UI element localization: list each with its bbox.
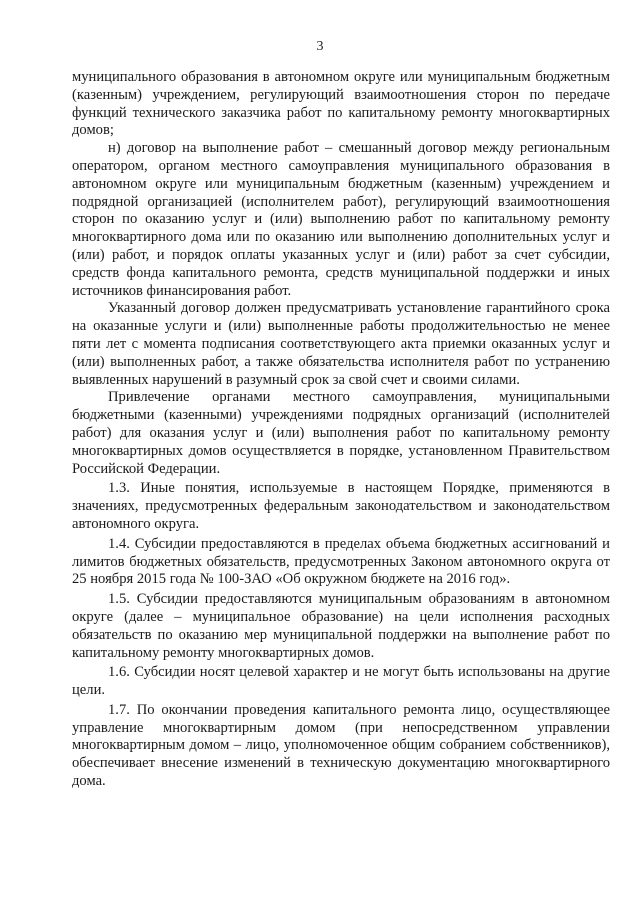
paragraph-continuation: муниципального образования в автономном округе или муниципальным бюджетным (казенным) учреждением, регулирующий взаимоотношения сторон по передаче функций технического заказчика работ по капитальному ремонту многоквартирных домов; [72, 69, 610, 139]
paragraph-contractors: Привлечение органами местного самоуправления, муниципальными бюджетными (казенными) учреждениями подрядных организаций (исполнителей работ) для оказания услуг и (или) выполнения работ по капитальному ремонту многоквартирных домов осуществляется в порядке, установленном Правительством Российской Федерации. [72, 389, 610, 477]
paragraph-1-3: 1.3. Иные понятия, используемые в настоящем Порядке, применяются в значениях, предусмотренных федеральным законодательством и законодательством автономного округа. [72, 480, 610, 532]
paragraph-1-4: 1.4. Субсидии предоставляются в пределах объема бюджетных ассигнований и лимитов бюджетных обязательств, предусмотренных Законом автономного округа от 25 ноября 2015 года № 100-ЗАО «Об окружном бюджете на 2016 год». [72, 535, 610, 588]
paragraph-1-6: 1.6. Субсидии носят целевой характер и не могут быть использованы на другие цели. [72, 664, 610, 699]
paragraph-item-n: н) договор на выполнение работ – смешанный договор между региональным оператором, органом местного самоуправления муниципального образования в автономном округе или муниципальным бюджетным (казенным) учреждением и подрядной организацией (исполнителем работ), регулирующий взаимоотношения сторон по оказанию услуг и (или) выполнению работ по капитальному ремонту многоквартирного дома или по оказанию или выполнению дополнительных услуг и (или) работ, и порядок оплаты указанных услуг и (или) работ за счет субсидии, средств фонда капитального ремонта, средств муниципальной поддержки и иных источников финансирования работ. [72, 140, 610, 299]
paragraph-1-7: 1.7. По окончании проведения капитального ремонта лицо, осуществляющее управление многоквартирным домом (при непосредственном управлении многоквартирным домом – лицо, уполномоченное общим собранием собственников), обеспечивает внесение изменений в техническую документацию многоквартирного дома. [72, 701, 610, 790]
paragraph-warranty: Указанный договор должен предусматривать установление гарантийного срока на оказанные услуги и (или) выполненные работы продолжительностью не менее пяти лет с момента подписания соответствующего акта приемки оказанных услуг и (или) выполненных работ, а также обязательства исполнителя работ по устранению выявленных нарушений в разумный срок за свой счет и своими силами. [72, 300, 610, 388]
document-body [72, 69, 610, 791]
page-number: 3 [316, 39, 324, 54]
paragraph-1-5: 1.5. Субсидии предоставляются муниципальным образованиям в автономном округе (далее – муниципальное образование) на цели исполнения расходных обязательств по оказанию мер муниципальной поддержки на выполнение работ по капитальному ремонту многоквартирных домов. [72, 591, 610, 661]
